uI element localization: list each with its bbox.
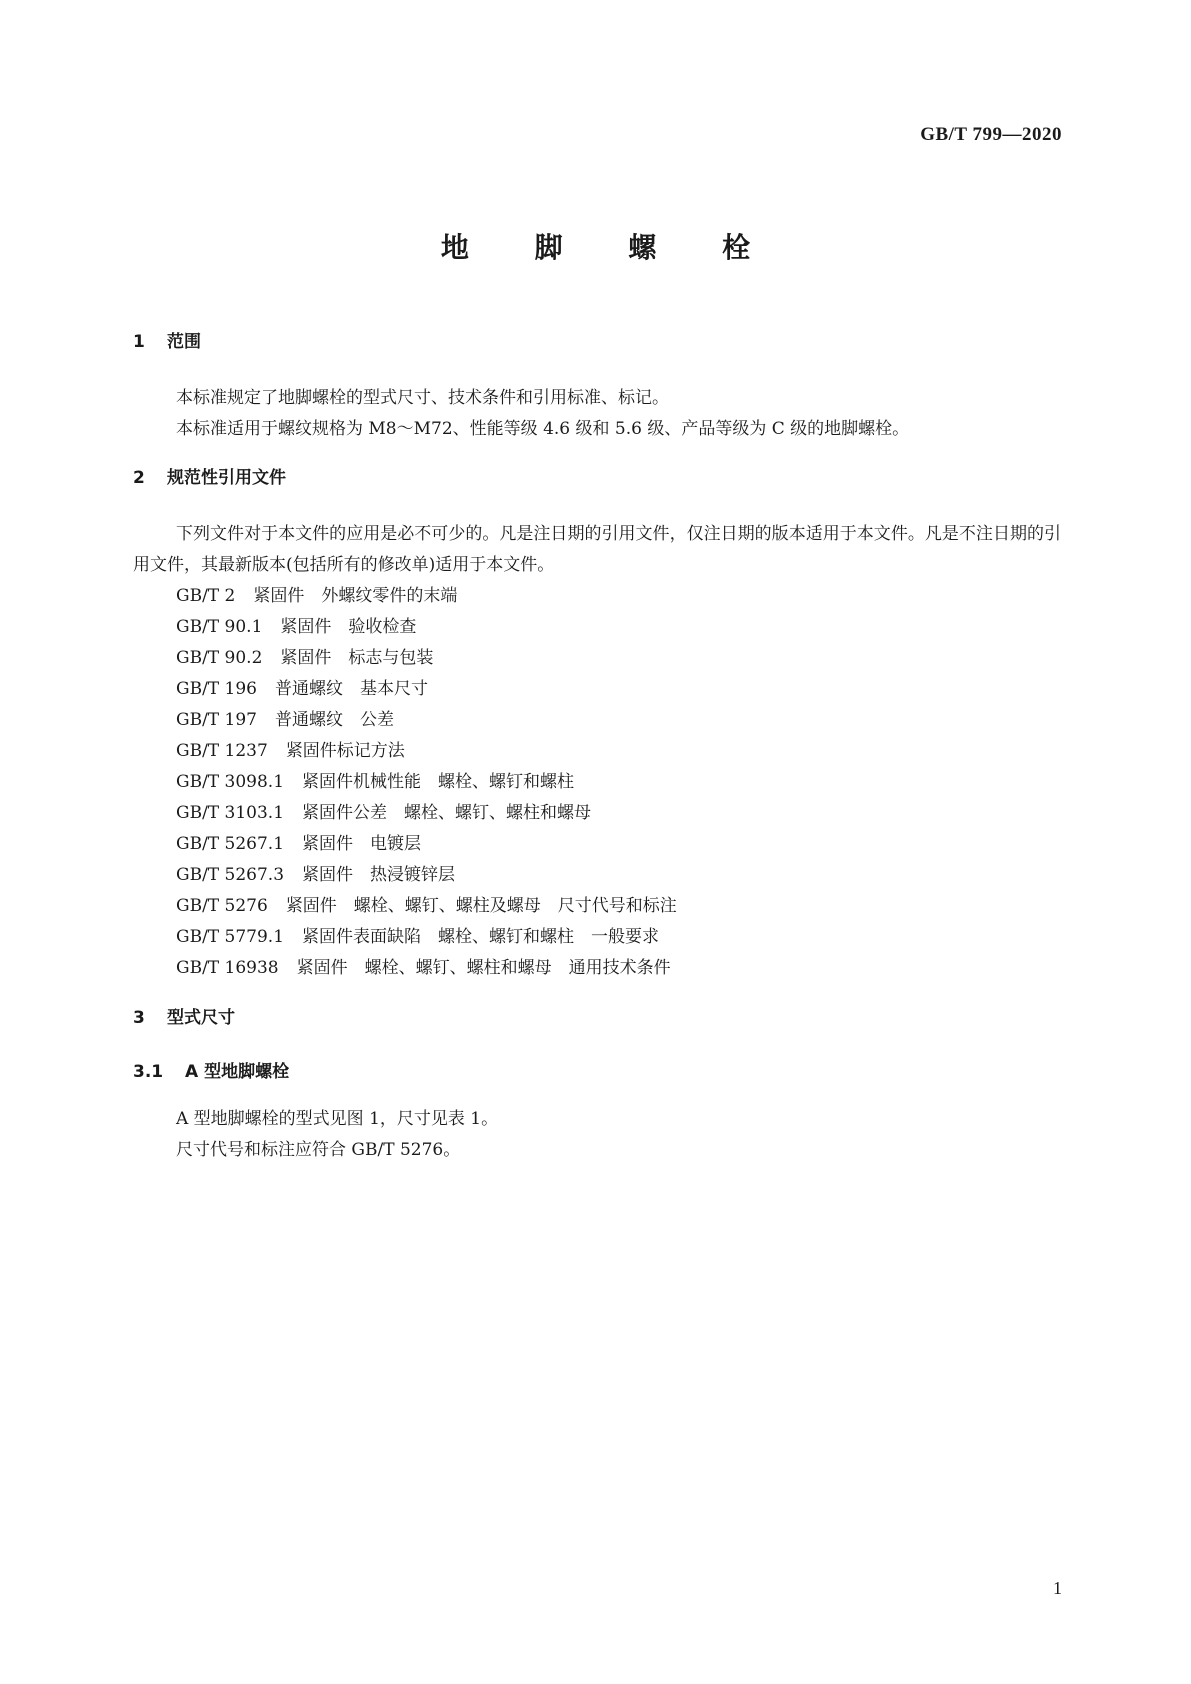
section-number: 1 bbox=[133, 332, 145, 352]
paragraph: A 型地脚螺栓的型式见图 1，尺寸见表 1。 bbox=[176, 1109, 499, 1129]
reference-title: 普通螺纹 基本尺寸 bbox=[275, 679, 428, 699]
section-title: 型式尺寸 bbox=[167, 1008, 235, 1028]
paragraph: 本标准规定了地脚螺栓的型式尺寸、技术条件和引用标准、标记。 bbox=[176, 388, 669, 408]
reference-item bbox=[133, 891, 1061, 922]
section-title: 范围 bbox=[167, 332, 201, 352]
reference-code: GB/T 1237 bbox=[176, 741, 268, 761]
document-body bbox=[133, 330, 1061, 1166]
reference-code: GB/T 90.1 bbox=[176, 617, 263, 637]
section-title: 规范性引用文件 bbox=[167, 468, 286, 488]
reference-code: GB/T 90.2 bbox=[176, 648, 263, 668]
section-3-heading bbox=[133, 1006, 1061, 1030]
paragraph: 本标准适用于螺纹规格为 M8～M72、性能等级 4.6 级和 5.6 级、产品等级为 C 级的地脚螺栓。 bbox=[176, 419, 910, 439]
section-number: 3.1 bbox=[133, 1062, 164, 1082]
reference-title: 紧固件 验收检查 bbox=[280, 617, 417, 637]
reference-item bbox=[133, 953, 1061, 984]
document-title: 地 脚 螺 栓 bbox=[440, 231, 779, 264]
reference-code: GB/T 197 bbox=[176, 710, 257, 730]
reference-item bbox=[133, 829, 1061, 860]
reference-title: 紧固件 电镀层 bbox=[302, 834, 422, 854]
reference-code: GB/T 16938 bbox=[176, 958, 279, 978]
standard-code-header: GB/T 799—2020 bbox=[920, 124, 1062, 145]
section-number: 3 bbox=[133, 1008, 145, 1028]
reference-code: GB/T 5276 bbox=[176, 896, 268, 916]
paragraph: 尺寸代号和标注应符合 GB/T 5276。 bbox=[176, 1140, 461, 1160]
reference-item bbox=[133, 767, 1061, 798]
reference-code: GB/T 5267.1 bbox=[176, 834, 285, 854]
reference-code: GB/T 2 bbox=[176, 586, 236, 606]
section-1-heading bbox=[133, 330, 1061, 354]
section-number: 2 bbox=[133, 468, 145, 488]
normative-reference-list bbox=[133, 581, 1061, 984]
reference-title: 紧固件表面缺陷 螺栓、螺钉和螺柱 一般要求 bbox=[302, 927, 660, 947]
reference-code: GB/T 3098.1 bbox=[176, 772, 285, 792]
reference-title: 紧固件 螺栓、螺钉、螺柱及螺母 尺寸代号和标注 bbox=[285, 896, 677, 916]
reference-code: GB/T 3103.1 bbox=[176, 803, 285, 823]
reference-title: 普通螺纹 公差 bbox=[275, 710, 394, 730]
reference-item bbox=[133, 612, 1061, 643]
paragraph: 下列文件对于本文件的应用是必不可少的。凡是注日期的引用文件，仅注日期的版本适用于本文件。凡是不注日期的引用文件，其最新版本(包括所有的修改单)适用于本文件。 bbox=[133, 524, 1061, 575]
section-2-heading bbox=[133, 466, 1061, 490]
reference-title: 紧固件机械性能 螺栓、螺钉和螺柱 bbox=[302, 772, 575, 792]
reference-item bbox=[133, 922, 1061, 953]
reference-item bbox=[133, 798, 1061, 829]
reference-item bbox=[133, 674, 1061, 705]
section-title: A 型地脚螺栓 bbox=[185, 1062, 290, 1082]
reference-code: GB/T 5779.1 bbox=[176, 927, 285, 947]
section-3-1-heading bbox=[133, 1060, 1061, 1084]
reference-item bbox=[133, 581, 1061, 612]
reference-title: 紧固件 热浸镀锌层 bbox=[302, 865, 456, 885]
reference-item bbox=[133, 736, 1061, 767]
reference-title: 紧固件 外螺纹零件的末端 bbox=[253, 586, 458, 606]
reference-title: 紧固件 标志与包装 bbox=[280, 648, 434, 668]
reference-item bbox=[133, 705, 1061, 736]
reference-title: 紧固件标记方法 bbox=[285, 741, 405, 761]
reference-item bbox=[133, 860, 1061, 891]
reference-code: GB/T 196 bbox=[176, 679, 257, 699]
reference-title: 紧固件公差 螺栓、螺钉、螺柱和螺母 bbox=[302, 803, 592, 823]
reference-title: 紧固件 螺栓、螺钉、螺柱和螺母 通用技术条件 bbox=[296, 958, 671, 978]
reference-item bbox=[133, 643, 1061, 674]
page-number: 1 bbox=[1053, 1578, 1062, 1598]
reference-code: GB/T 5267.3 bbox=[176, 865, 285, 885]
